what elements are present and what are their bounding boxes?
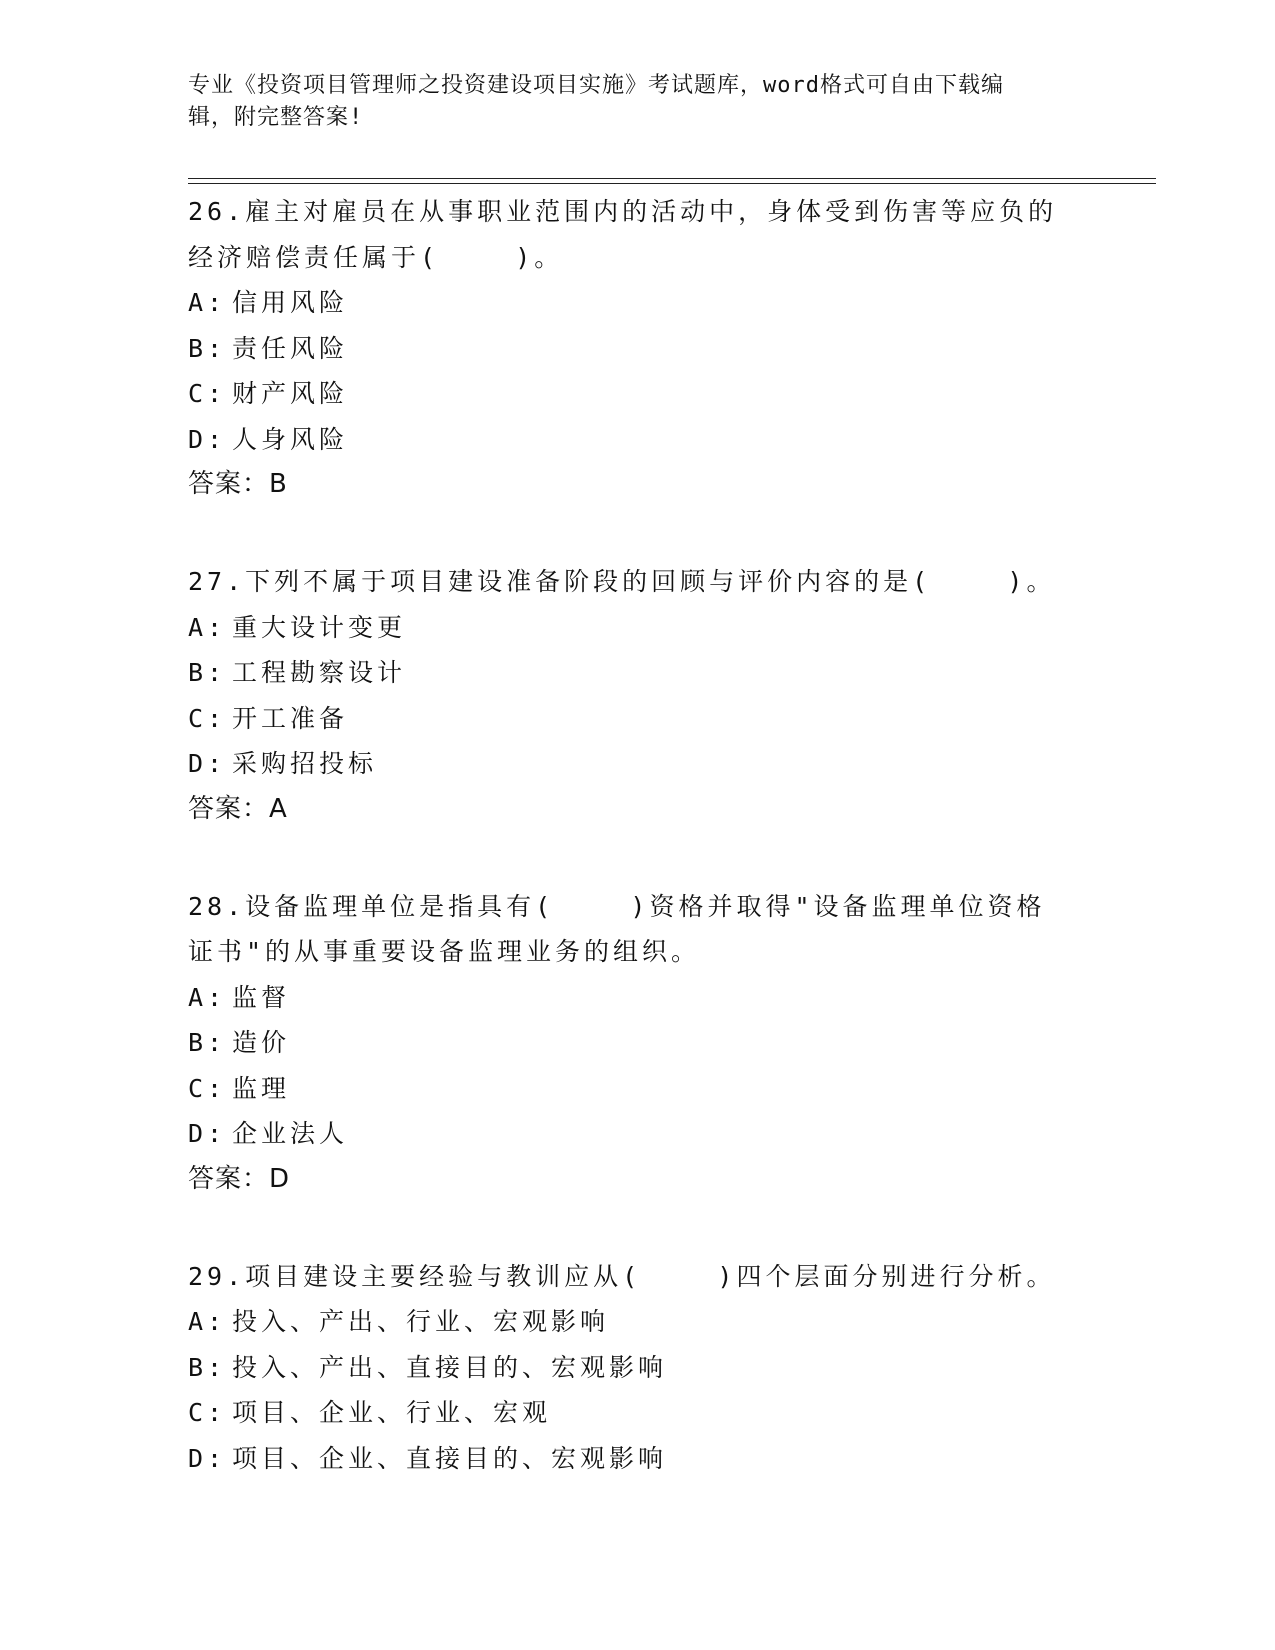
option-text: 人身风险 — [232, 424, 349, 454]
question-26 — [188, 189, 1088, 507]
option-key: A: — [188, 1307, 227, 1336]
question-list — [188, 189, 1088, 1481]
option-c — [188, 1390, 1088, 1436]
option-text: 工程勘察设计 — [232, 658, 407, 687]
question-27 — [188, 559, 1088, 832]
option-key: C: — [188, 1398, 227, 1427]
option-text: 信用风险 — [232, 288, 349, 317]
document-header — [188, 70, 1068, 134]
option-b — [188, 1345, 1088, 1391]
header-rule-bottom — [188, 183, 1156, 184]
option-key: A: — [188, 612, 227, 642]
option-text: 开工准备 — [232, 703, 349, 733]
option-a — [188, 280, 1088, 326]
header-line-1: 专业《投资项目管理师之投资建设项目实施》考试题库，word格式可自由下载编 — [188, 73, 1004, 98]
option-text: 投入、产出、直接目的、宏观影响 — [232, 1352, 668, 1382]
option-d — [188, 1436, 1088, 1482]
question-29 — [188, 1254, 1088, 1482]
option-key: B: — [188, 1028, 227, 1057]
answer-line: 答案：D — [188, 1163, 291, 1194]
option-d — [188, 1111, 1088, 1157]
option-b — [188, 650, 1088, 696]
answer-line: 答案：A — [188, 793, 288, 824]
option-b — [188, 326, 1088, 372]
option-key: D: — [188, 1119, 227, 1148]
option-key: A: — [188, 288, 227, 317]
option-b — [188, 1020, 1088, 1066]
option-d — [188, 417, 1088, 463]
question-stem: 26.雇主对雇员在从事职业范围内的活动中，身体受到伤害等应负的经济赔偿责任属于( )。 — [188, 197, 1058, 272]
option-d — [188, 741, 1088, 787]
option-key: B: — [188, 1352, 227, 1382]
option-a — [188, 605, 1088, 651]
option-text: 监理 — [232, 1073, 291, 1103]
option-key: C: — [188, 379, 227, 408]
option-text: 投入、产出、行业、宏观影响 — [232, 1307, 610, 1336]
question-28 — [188, 884, 1088, 1202]
option-key: D: — [188, 424, 227, 454]
option-text: 项目、企业、行业、宏观 — [232, 1398, 552, 1427]
question-stem: 29.项目建设主要经验与教训应从( )四个层面分别进行分析。 — [188, 1261, 1056, 1291]
option-key: B: — [188, 658, 227, 687]
header-line-2: 辑，附完整答案! — [188, 105, 364, 130]
question-stem: 28.设备监理单位是指具有( )资格并取得"设备监理单位资格证书"的从事重要设备监理业务的组织。 — [188, 891, 1046, 966]
option-key: D: — [188, 1443, 227, 1473]
option-text: 监督 — [232, 982, 291, 1012]
option-text: 采购招投标 — [232, 749, 378, 778]
option-a — [188, 1299, 1088, 1345]
option-c — [188, 1066, 1088, 1112]
question-stem: 27.下列不属于项目建设准备阶段的回顾与评价内容的是( )。 — [188, 567, 1056, 596]
option-c — [188, 696, 1088, 742]
option-text: 项目、企业、直接目的、宏观影响 — [232, 1443, 668, 1473]
option-key: B: — [188, 333, 227, 363]
option-a — [188, 975, 1088, 1021]
option-key: C: — [188, 703, 227, 733]
option-c — [188, 371, 1088, 417]
option-key: D: — [188, 749, 227, 778]
option-text: 责任风险 — [232, 333, 349, 363]
option-text: 企业法人 — [232, 1119, 349, 1148]
header-rule-top — [188, 178, 1156, 179]
answer-line: 答案：B — [188, 469, 288, 499]
option-text: 财产风险 — [232, 379, 349, 408]
option-text: 造价 — [232, 1028, 291, 1057]
option-key: C: — [188, 1073, 227, 1103]
option-key: A: — [188, 982, 227, 1012]
option-text: 重大设计变更 — [232, 612, 407, 642]
